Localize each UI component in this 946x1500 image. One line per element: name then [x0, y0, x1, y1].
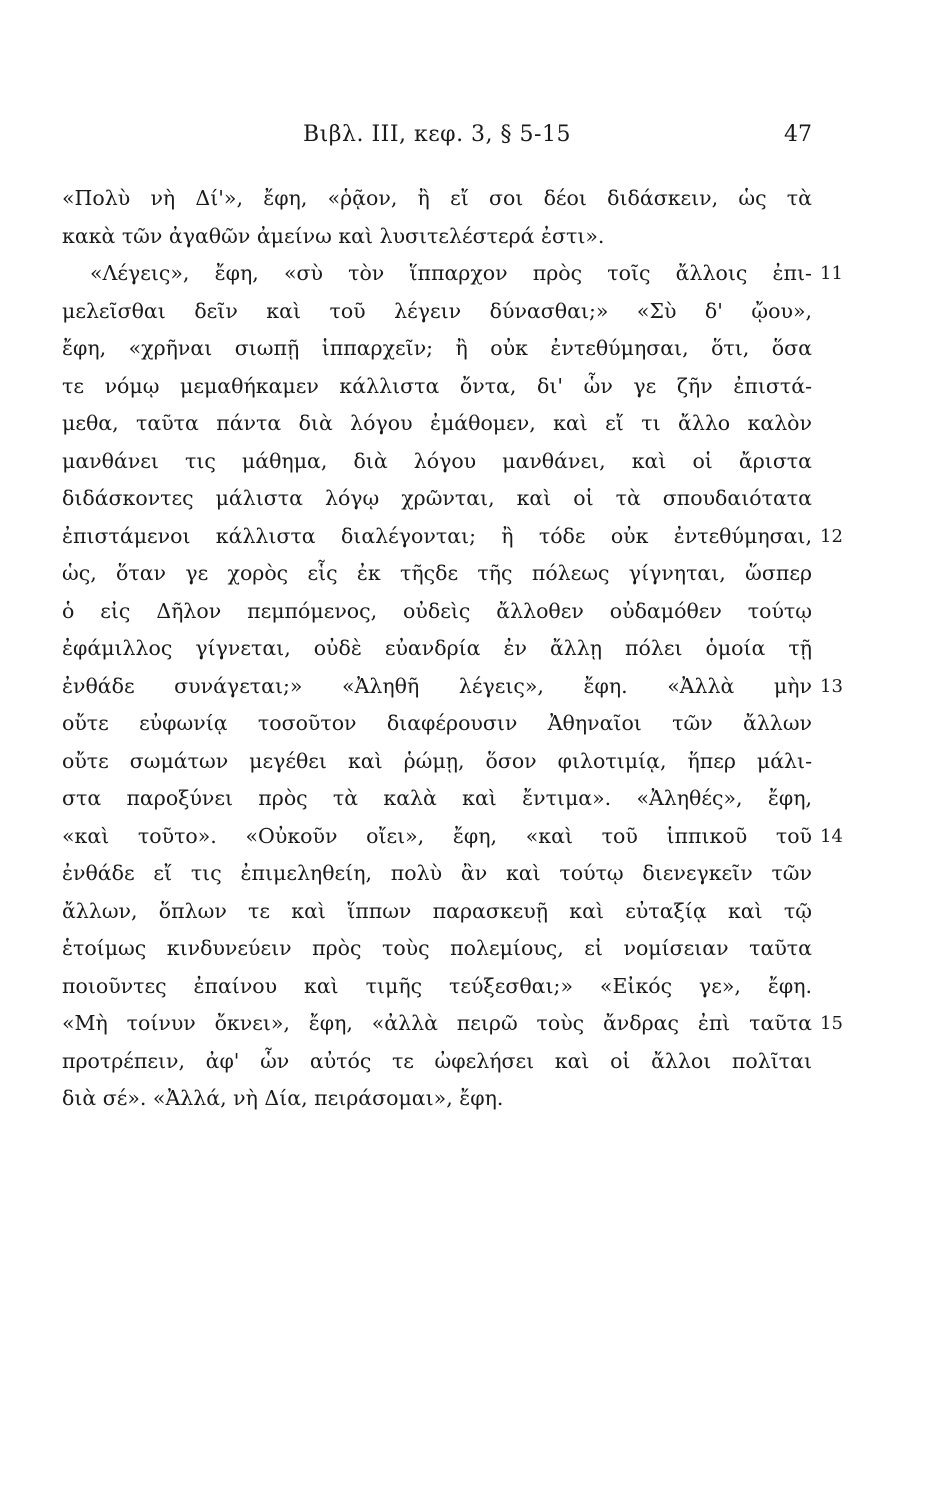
text-line: [62, 780, 812, 818]
line-text: προτρέπειν, ἀφ' ὧν αὐτός τε ὠφελήσει καὶ οἱ ἄλλοι πολῖται: [62, 1048, 812, 1073]
text-line: [62, 855, 812, 893]
line-text: ἐπιστάμενοι κάλλιστα διαλέγονται; ἢ τόδε οὐκ ἐντεθύμησαι,: [62, 523, 812, 548]
line-text: «καὶ τοῦτο». «Οὐκοῦν οἴει», ἔφη, «καὶ τοῦ ἱππικοῦ τοῦ: [62, 823, 812, 848]
text-line: [62, 705, 812, 743]
line-text: ὁ εἰς Δῆλον πεμπόμενος, οὐδεὶς ἄλλοθεν οὐδαμόθεν τούτῳ: [62, 598, 812, 623]
line-text: διδάσκοντες μάλιστα λόγῳ χρῶνται, καὶ οἱ τὰ σπουδαιότατα: [62, 486, 812, 510]
line-text: ποιοῦντες ἐπαίνου καὶ τιμῆς τεύξεσθαι;» «Εἰκός γε», ἔφη.: [62, 973, 812, 998]
section-number: 14: [820, 825, 843, 847]
line-text: ἑτοίμως κινδυνεύειν πρὸς τοὺς πολεμίους, εἰ νομίσειαν ταῦτα: [62, 936, 812, 960]
text-line: [62, 593, 812, 631]
text-line: [62, 1080, 812, 1118]
line-text: ἐνθάδε εἴ τις ἐπιμεληθείη, πολὺ ἂν καὶ τούτῳ διενεγκεῖν τῶν: [62, 861, 812, 885]
line-text: «Πολὺ νὴ Δί'», ἔφη, «ῥᾷον, ἢ εἴ σοι δέοι διδάσκειν, ὡς τὰ: [62, 186, 812, 210]
text-line: [62, 1043, 812, 1081]
text-line: [62, 518, 843, 556]
text-line: [62, 443, 812, 481]
line-text: μελεῖσθαι δεῖν καὶ τοῦ λέγειν δύνασθαι;» «Σὺ δ' ᾤου»,: [62, 298, 812, 323]
text-line: [62, 218, 812, 256]
line-text: ὡς, ὅταν γε χορὸς εἷς ἐκ τῆςδε τῆς πόλεως γίγνηται, ὥσπερ: [62, 561, 812, 585]
line-text: ἐφάμιλλος γίγνεται, οὐδὲ εὐανδρία ἐν ἄλλῃ πόλει ὁμοία τῇ: [62, 636, 812, 660]
line-text: ἔφη, «χρῆναι σιωπῇ ἱππαρχεῖν; ἢ οὐκ ἐντεθύμησαι, ὅτι, ὅσα: [62, 336, 812, 360]
running-head: [62, 120, 812, 150]
line-text: ἄλλων, ὅπλων τε καὶ ἵππων παρασκευῇ καὶ εὐταξίᾳ καὶ τῷ: [62, 898, 812, 923]
text-line: [62, 480, 812, 518]
page-number: 47: [784, 122, 812, 147]
line-text: ἐνθάδε συνάγεται;» «Ἀληθῆ λέγεις», ἔφη. «Ἀλλὰ μὴν: [62, 673, 812, 698]
line-text: κακὰ τῶν ἀγαθῶν ἀμείνω καὶ λυσιτελέστερά ἐστι».: [62, 223, 605, 248]
line-text: «Λέγεις», ἔφη, «σὺ τὸν ἵππαρχον πρὸς τοῖς ἄλλοις ἐπι-: [90, 261, 812, 285]
text-line: [62, 405, 812, 443]
section-number: 15: [820, 1013, 843, 1034]
text-line: [62, 930, 812, 968]
body-text: [62, 180, 843, 1118]
text-line: [62, 630, 812, 668]
text-line: [62, 668, 843, 706]
line-text: μεθα, ταῦτα πάντα διὰ λόγου ἐμάθομεν, καὶ εἴ τι ἄλλο καλὸν: [62, 411, 812, 435]
text-line: [62, 1005, 843, 1043]
section-number: 11: [820, 263, 843, 284]
text-line: [62, 968, 812, 1006]
running-title: Βιβλ. III, κεφ. 3, § 5-15: [303, 122, 571, 147]
text-line: [62, 818, 843, 856]
text-line: [62, 368, 812, 406]
line-text: διὰ σέ». «Ἀλλά, νὴ Δία, πειράσομαι», ἔφη.: [62, 1086, 504, 1110]
text-line: [62, 180, 812, 218]
text-line: [62, 555, 812, 593]
line-text: στα παροξύνει πρὸς τὰ καλὰ καὶ ἔντιμα». «Ἀληθές», ἔφη,: [62, 786, 812, 810]
section-number: 13: [820, 675, 843, 697]
text-line: [62, 330, 812, 368]
section-number: 12: [820, 525, 843, 547]
text-line: [62, 743, 812, 781]
text-line: [62, 293, 812, 331]
line-text: οὔτε εὐφωνίᾳ τοσοῦτον διαφέρουσιν Ἀθηναῖοι τῶν ἄλλων: [62, 711, 812, 735]
text-line: [62, 893, 812, 931]
line-text: μανθάνει τις μάθημα, διὰ λόγου μανθάνει, καὶ οἱ ἄριστα: [62, 448, 812, 473]
text-line: [62, 255, 843, 293]
line-text: τε νόμῳ μεμαθήκαμεν κάλλιστα ὄντα, δι' ὧν γε ζῆν ἐπιστά-: [62, 373, 812, 398]
line-text: οὔτε σωμάτων μεγέθει καὶ ῥώμῃ, ὅσον φιλοτιμίᾳ, ἥπερ μάλι-: [62, 748, 812, 773]
line-text: «Μὴ τοίνυν ὄκνει», ἔφη, «ἀλλὰ πειρῶ τοὺς ἄνδρας ἐπὶ ταῦτα: [62, 1011, 812, 1035]
